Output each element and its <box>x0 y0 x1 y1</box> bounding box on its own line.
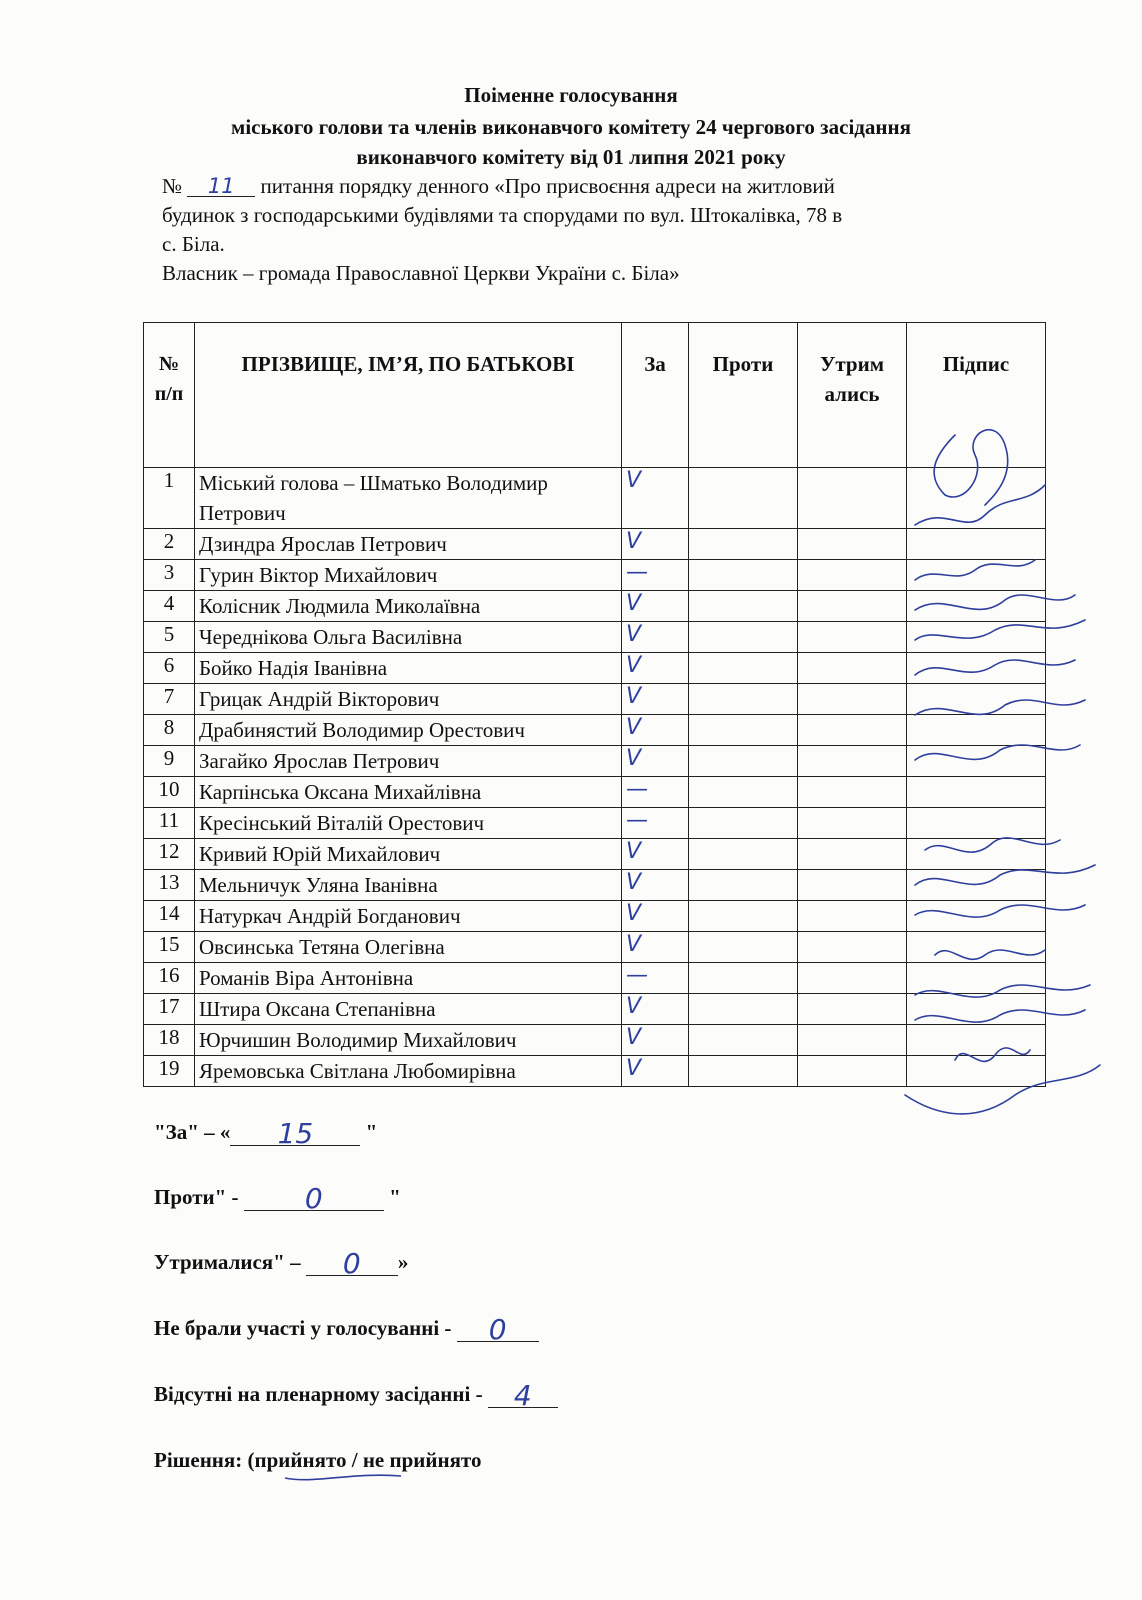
question-text-2: будинок з господарськими будівлями та спорудами по вул. Штокалівка, 78 в <box>162 203 843 227</box>
summary-absent: Відсутні на пленарному засіданні - 4 <box>154 1380 558 1408</box>
vote-against-cell <box>689 715 798 746</box>
table-row <box>144 560 1046 591</box>
vote-against-cell <box>689 994 798 1025</box>
vote-abstain-cell <box>798 529 907 560</box>
table-row <box>144 1025 1046 1056</box>
summary-not-voted: Не брали участі у голосуванні - 0 <box>154 1314 539 1342</box>
vote-abstain-cell <box>798 839 907 870</box>
vote-abstain-cell <box>798 715 907 746</box>
table-row <box>144 653 1046 684</box>
header-for: За <box>622 323 689 468</box>
vote-for-mark: V <box>622 529 689 560</box>
vote-for-mark: V <box>622 684 689 715</box>
vote-against-cell <box>689 932 798 963</box>
signature-cell <box>907 622 1046 653</box>
table-row <box>144 932 1046 963</box>
vote-against-cell <box>689 653 798 684</box>
question-text-3: с. Біла. <box>162 232 225 256</box>
document-subtitle: міського голови та членів виконавчого комітету 24 чергового засідання <box>231 115 911 139</box>
vote-for-mark: V <box>622 901 689 932</box>
row-number: 18 <box>144 1025 195 1056</box>
header-signature: Підпис <box>907 323 1046 468</box>
signature-cell <box>907 839 1046 870</box>
row-number: 19 <box>144 1056 195 1087</box>
signature-cell <box>907 901 1046 932</box>
row-number: 4 <box>144 591 195 622</box>
signature-cell <box>907 963 1046 994</box>
member-name: Овсинська Тетяна Олегівна <box>195 932 622 963</box>
signature-cell <box>907 777 1046 808</box>
vote-for-mark: V <box>622 870 689 901</box>
vote-abstain-cell <box>798 622 907 653</box>
row-number: 1 <box>144 468 195 529</box>
document-title: Поіменне голосування <box>464 83 678 107</box>
member-name: Кривий Юрій Михайлович <box>195 839 622 870</box>
vote-abstain-cell <box>798 963 907 994</box>
vote-table-body <box>144 468 1046 1087</box>
vote-for-mark: V <box>622 1056 689 1087</box>
vote-against-cell <box>689 777 798 808</box>
table-row <box>144 529 1046 560</box>
table-row <box>144 870 1046 901</box>
vote-against-cell <box>689 1056 798 1087</box>
vote-abstain-cell <box>798 560 907 591</box>
signature-cell <box>907 932 1046 963</box>
vote-for-mark: V <box>622 591 689 622</box>
row-number: 10 <box>144 777 195 808</box>
summary-for: "За" – « 15 " <box>154 1117 378 1150</box>
member-name: Драбинястий Володимир Орестович <box>195 715 622 746</box>
vote-against-cell <box>689 622 798 653</box>
table-row <box>144 901 1046 932</box>
row-number: 12 <box>144 839 195 870</box>
vote-abstain-cell <box>798 1056 907 1087</box>
signature-cell <box>907 808 1046 839</box>
table-row <box>144 1056 1046 1087</box>
table-row <box>144 746 1046 777</box>
vote-against-cell <box>689 963 798 994</box>
signature-cell <box>907 746 1046 777</box>
header-no: № п/п <box>144 323 195 468</box>
signature-cell <box>907 1025 1046 1056</box>
signature-cell <box>907 653 1046 684</box>
vote-against-cell <box>689 529 798 560</box>
member-name: Мельничук Уляна Іванівна <box>195 870 622 901</box>
row-number: 2 <box>144 529 195 560</box>
table-row <box>144 622 1046 653</box>
vote-abstain-cell <box>798 1025 907 1056</box>
member-name: Міський голова – Шматько Володимир Петрович <box>195 468 622 529</box>
vote-for-mark: V <box>622 746 689 777</box>
vote-for-mark: — <box>622 560 689 591</box>
signature-cell <box>907 560 1046 591</box>
member-name: Кресінський Віталій Орестович <box>195 808 622 839</box>
vote-against-cell <box>689 1025 798 1056</box>
vote-for-mark: V <box>622 839 689 870</box>
vote-for-mark: V <box>622 932 689 963</box>
signature-cell <box>907 1056 1046 1087</box>
vote-abstain-cell <box>798 901 907 932</box>
vote-against-cell <box>689 746 798 777</box>
member-name: Грицак Андрій Вікторович <box>195 684 622 715</box>
against-count: 0 <box>244 1188 384 1211</box>
for-count: 15 <box>230 1123 360 1146</box>
vote-against-cell <box>689 839 798 870</box>
summary-against: Проти" - 0 " <box>154 1182 401 1215</box>
header-abstain: Утрим ались <box>798 323 907 468</box>
decision-underline <box>283 1466 403 1486</box>
abstain-count: 0 <box>306 1253 398 1276</box>
vote-against-cell <box>689 468 798 529</box>
table-row <box>144 591 1046 622</box>
vote-abstain-cell <box>798 870 907 901</box>
member-name: Юрчишин Володимир Михайлович <box>195 1025 622 1056</box>
vote-for-mark: — <box>622 963 689 994</box>
member-name: Загайко Ярослав Петрович <box>195 746 622 777</box>
row-number: 17 <box>144 994 195 1025</box>
table-row <box>144 994 1046 1025</box>
row-number: 3 <box>144 560 195 591</box>
summary-decision: Рішення: (прийнято / не прийнято <box>154 1448 482 1472</box>
table-row <box>144 777 1046 808</box>
member-name: Бойко Надія Іванівна <box>195 653 622 684</box>
vote-for-mark: — <box>622 808 689 839</box>
vote-against-cell <box>689 901 798 932</box>
row-number: 6 <box>144 653 195 684</box>
table-header-row <box>144 323 1046 468</box>
row-number: 7 <box>144 684 195 715</box>
header-name: ПРІЗВИЩЕ, ІМ’Я, ПО БАТЬКОВІ <box>195 323 622 468</box>
member-name: Череднікова Ольга Василівна <box>195 622 622 653</box>
vote-abstain-cell <box>798 468 907 529</box>
vote-for-mark: — <box>622 777 689 808</box>
member-name: Дзиндра Ярослав Петрович <box>195 529 622 560</box>
vote-against-cell <box>689 560 798 591</box>
table-row <box>144 963 1046 994</box>
vote-abstain-cell <box>798 746 907 777</box>
summary-abstain: Утрималися" – 0 » <box>154 1247 409 1280</box>
signature-cell <box>907 994 1046 1025</box>
document-date-line: виконавчого комітету від 01 липня 2021 року <box>356 145 786 169</box>
vote-for-mark: V <box>622 653 689 684</box>
question-no-prefix: № <box>162 174 183 198</box>
member-name: Гурин Віктор Михайлович <box>195 560 622 591</box>
vote-abstain-cell <box>798 808 907 839</box>
table-row <box>144 715 1046 746</box>
member-name: Карпінська Оксана Михайлівна <box>195 777 622 808</box>
row-number: 13 <box>144 870 195 901</box>
row-number: 5 <box>144 622 195 653</box>
row-number: 15 <box>144 932 195 963</box>
vote-abstain-cell <box>798 932 907 963</box>
table-row <box>144 684 1046 715</box>
member-name: Яремовська Світлана Любомирівна <box>195 1056 622 1087</box>
absent-count: 4 <box>488 1385 558 1408</box>
table-row <box>144 839 1046 870</box>
question-text-1: питання порядку денного «Про присвоєння адреси на житловий <box>260 174 835 198</box>
signature-cell <box>907 591 1046 622</box>
vote-abstain-cell <box>798 653 907 684</box>
signature-cell <box>907 684 1046 715</box>
question-line-1 <box>162 172 1062 201</box>
member-name: Романів Віра Антонівна <box>195 963 622 994</box>
vote-against-cell <box>689 870 798 901</box>
vote-against-cell <box>689 684 798 715</box>
row-number: 11 <box>144 808 195 839</box>
row-number: 9 <box>144 746 195 777</box>
row-number: 14 <box>144 901 195 932</box>
signature-cell <box>907 468 1046 529</box>
signature-cell <box>907 870 1046 901</box>
member-name: Штира Оксана Степанівна <box>195 994 622 1025</box>
vote-against-cell <box>689 808 798 839</box>
row-number: 16 <box>144 963 195 994</box>
member-name: Колісник Людмила Миколаївна <box>195 591 622 622</box>
vote-abstain-cell <box>798 591 907 622</box>
vote-for-mark: V <box>622 1025 689 1056</box>
table-row <box>144 808 1046 839</box>
not-voted-count: 0 <box>457 1319 539 1342</box>
vote-against-cell <box>689 591 798 622</box>
member-name: Натуркач Андрій Богданович <box>195 901 622 932</box>
vote-table <box>143 322 1046 1087</box>
question-owner: Власник – громада Православної Церкви України с. Біла» <box>162 261 680 285</box>
row-number: 8 <box>144 715 195 746</box>
vote-for-mark: V <box>622 468 689 529</box>
question-number: 11 <box>187 176 255 197</box>
signature-cell <box>907 529 1046 560</box>
vote-abstain-cell <box>798 684 907 715</box>
signature-cell <box>907 715 1046 746</box>
vote-for-mark: V <box>622 622 689 653</box>
vote-for-mark: V <box>622 715 689 746</box>
vote-abstain-cell <box>798 777 907 808</box>
vote-abstain-cell <box>798 994 907 1025</box>
table-row <box>144 468 1046 529</box>
header-against: Проти <box>689 323 798 468</box>
vote-for-mark: V <box>622 994 689 1025</box>
